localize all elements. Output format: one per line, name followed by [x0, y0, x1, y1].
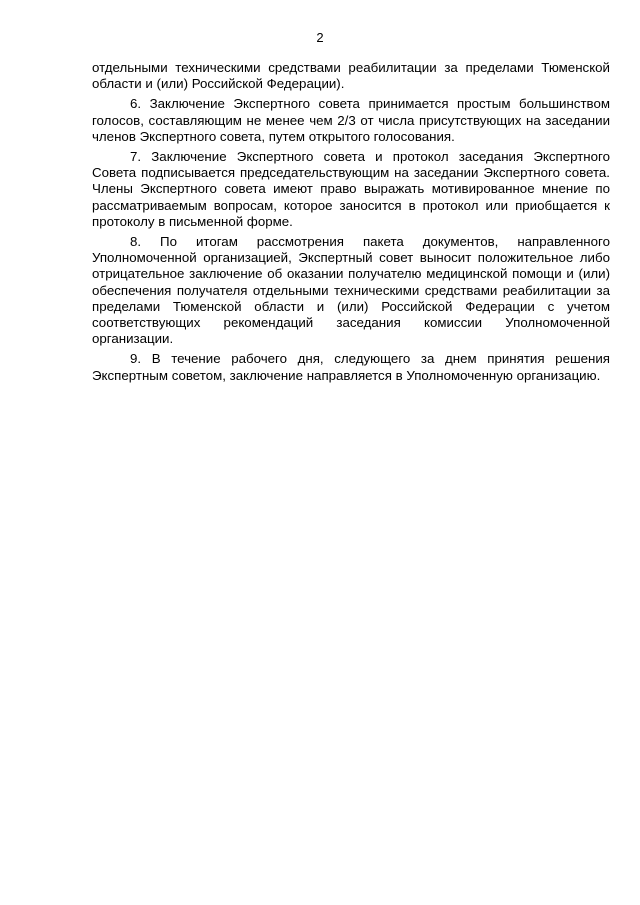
paragraph-7: 7. Заключение Экспертного совета и протокол заседания Экспертного Совета подписывается председательствующим на заседании Экспертного совета. Члены Экспертного совета имеют право выражать мотивированное мнение по рассматриваемым вопросам, которое заносится в протокол или приобщается к протоколу в письменной форме. — [92, 149, 610, 229]
paragraph-8: 8. По итогам рассмотрения пакета документов, направленного Уполномоченной организацией, Экспертный совет выносит положительное либо отрицательное заключение об оказании получателю медицинской помощи и (или) обеспечения получателя отдельными техническими средствами реабилитации за пределами Тюменской области и (или) Российской Федерации с учетом соответствующих рекомендаций заседания комиссии Уполномоченной организации. — [92, 234, 610, 347]
paragraph-6: 6. Заключение Экспертного совета принимается простым большинством голосов, составляющим не менее чем 2/3 от числа присутствующих на заседании членов Экспертного совета, путем открытого голосования. — [92, 96, 610, 144]
paragraph-continuation: отдельными техническими средствами реабилитации за пределами Тюменской области и (или) Российской Федерации). — [92, 60, 610, 92]
document-body — [92, 60, 610, 388]
page-number: 2 — [316, 30, 324, 45]
paragraph-9: 9. В течение рабочего дня, следующего за днем принятия решения Экспертным советом, заключение направляется в Уполномоченную организацию. — [92, 351, 610, 383]
